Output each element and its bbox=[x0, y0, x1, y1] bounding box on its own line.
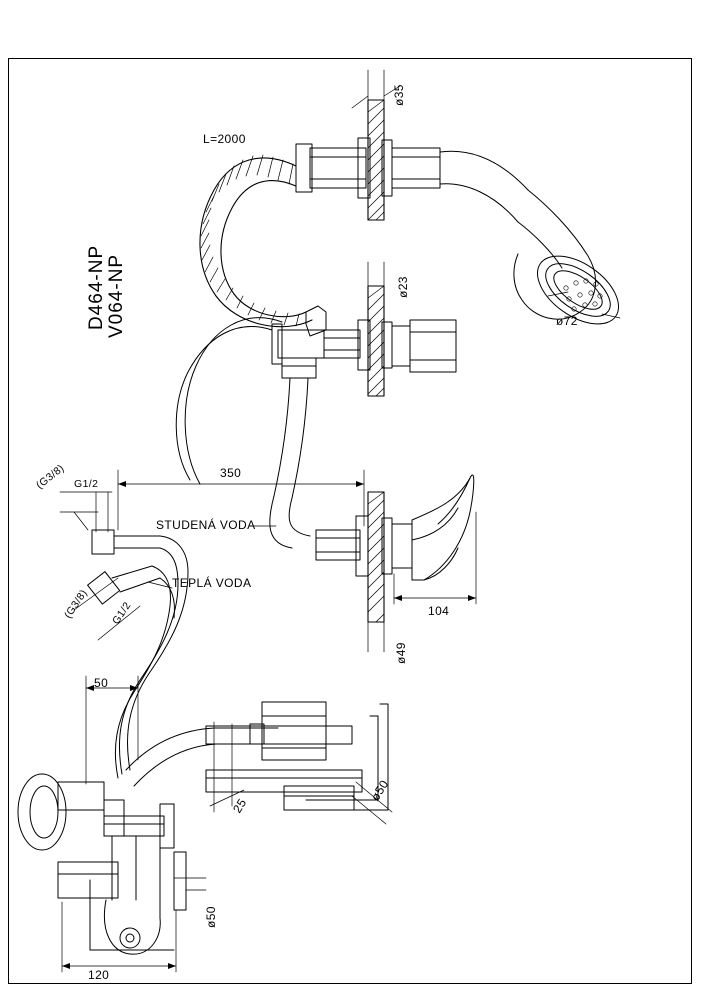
dimension-diameter-49: ø49 bbox=[394, 642, 408, 664]
hot-water-label: TEPLÁ VODA bbox=[172, 576, 252, 590]
cold-water-label: STUDENÁ VODA bbox=[156, 518, 256, 532]
thread-g12-top: G1/2 bbox=[74, 478, 99, 490]
thread-g38-bottom: (G3/8) bbox=[62, 587, 90, 621]
dimension-diameter-72: ø72 bbox=[556, 314, 578, 328]
dimension-length-50: 50 bbox=[94, 676, 109, 690]
dimension-diameter-50-outlet: ø50 bbox=[368, 777, 392, 804]
dimension-diameter-35: ø35 bbox=[392, 84, 406, 106]
dimension-diameter-50-trap: ø50 bbox=[204, 906, 218, 928]
product-code-primary: D464-NP bbox=[86, 244, 107, 330]
thread-g38-top: (G3/8) bbox=[34, 462, 67, 492]
dimension-length-120: 120 bbox=[88, 968, 110, 982]
thread-g12-bottom: G1/2 bbox=[110, 599, 134, 627]
dimension-length-350: 350 bbox=[220, 466, 242, 480]
dimension-length-25: 25 bbox=[230, 795, 250, 816]
product-code-secondary: V064-NP bbox=[106, 253, 127, 338]
dimension-diameter-23: ø23 bbox=[396, 276, 410, 298]
dimension-length-104: 104 bbox=[428, 604, 450, 618]
hose-length-label: L=2000 bbox=[203, 132, 246, 146]
